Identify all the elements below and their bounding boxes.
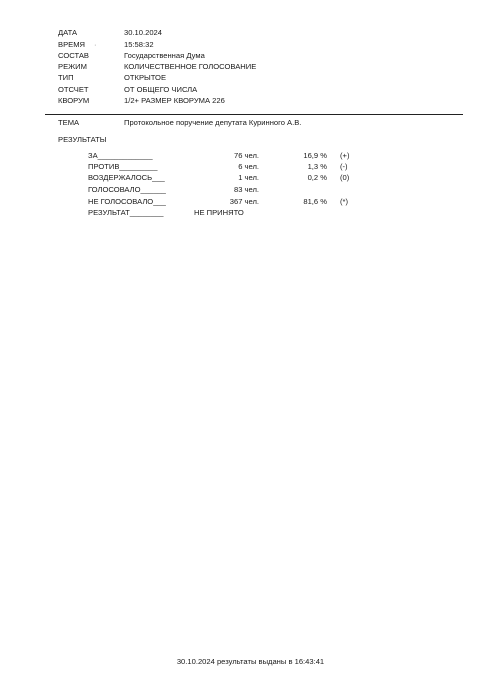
composition-label: СОСТАВ	[58, 51, 89, 60]
separator-line	[45, 114, 463, 115]
result-count: 6 чел.	[238, 162, 259, 171]
result-label: ЗА_____________	[88, 151, 153, 160]
mode-label: РЕЖИМ	[58, 62, 87, 71]
count-basis-value: ОТ ОБЩЕГО ЧИСЛА	[124, 85, 198, 94]
theme-label: ТЕМА	[58, 118, 80, 127]
count-basis-label: ОТСЧЕТ	[58, 85, 89, 94]
result-sign: (*)	[340, 197, 349, 206]
result-row-voted	[0, 186, 501, 196]
type-value: ОТКРЫТОЕ	[124, 73, 167, 82]
result-percent: 1,3 %	[307, 162, 327, 171]
result-percent: 0,2 %	[307, 173, 327, 182]
result-count: 1 чел.	[238, 173, 259, 182]
result-label: ВОЗДЕРЖАЛОСЬ___	[88, 173, 165, 182]
results-title: РЕЗУЛЬТАТЫ	[58, 135, 107, 144]
result-percent: 81,6 %	[303, 197, 327, 206]
type-label: ТИП	[58, 73, 74, 82]
result-label: ГОЛОСОВАЛО______	[88, 185, 166, 194]
theme-value: Протокольное поручение депутата Куринного А.В.	[124, 118, 302, 127]
result-row-for	[0, 152, 501, 162]
time-value: 15:58:32	[124, 40, 154, 49]
quorum-label: КВОРУМ	[58, 96, 90, 105]
date-label: ДАТА	[58, 28, 78, 37]
result-percent: 16,9 %	[303, 151, 327, 160]
result-label: НЕ ГОЛОСОВАЛО___	[88, 197, 166, 206]
result-sign: (+)	[340, 151, 350, 160]
composition-value: Государственная Дума	[124, 51, 205, 60]
outcome-label: РЕЗУЛЬТАТ________	[88, 208, 164, 217]
footer	[0, 658, 501, 666]
result-count: 83 чел.	[233, 185, 259, 194]
footer-issued-text: 30.10.2024 результаты выданы в 16:43:41	[176, 657, 325, 666]
time-label: ВРЕМЯ	[58, 40, 86, 49]
outcome-value: НЕ ПРИНЯТО	[194, 208, 244, 217]
scan-speck: ·	[94, 40, 97, 49]
quorum-value: 1/2+ РАЗМЕР КВОРУМА 226	[124, 96, 225, 105]
result-count: 367 чел.	[229, 197, 259, 206]
result-count: 76 чел.	[233, 151, 259, 160]
result-sign: (-)	[340, 162, 348, 171]
result-row-outcome	[0, 209, 501, 219]
result-row-against	[0, 163, 501, 173]
result-row-not-voted	[0, 198, 501, 208]
date-value: 30.10.2024	[124, 28, 163, 37]
mode-value: КОЛИЧЕСТВЕННОЕ ГОЛОСОВАНИЕ	[124, 62, 257, 71]
result-label: ПРОТИВ_________	[88, 162, 158, 171]
result-sign: (0)	[340, 173, 350, 182]
result-row-abstained	[0, 174, 501, 184]
